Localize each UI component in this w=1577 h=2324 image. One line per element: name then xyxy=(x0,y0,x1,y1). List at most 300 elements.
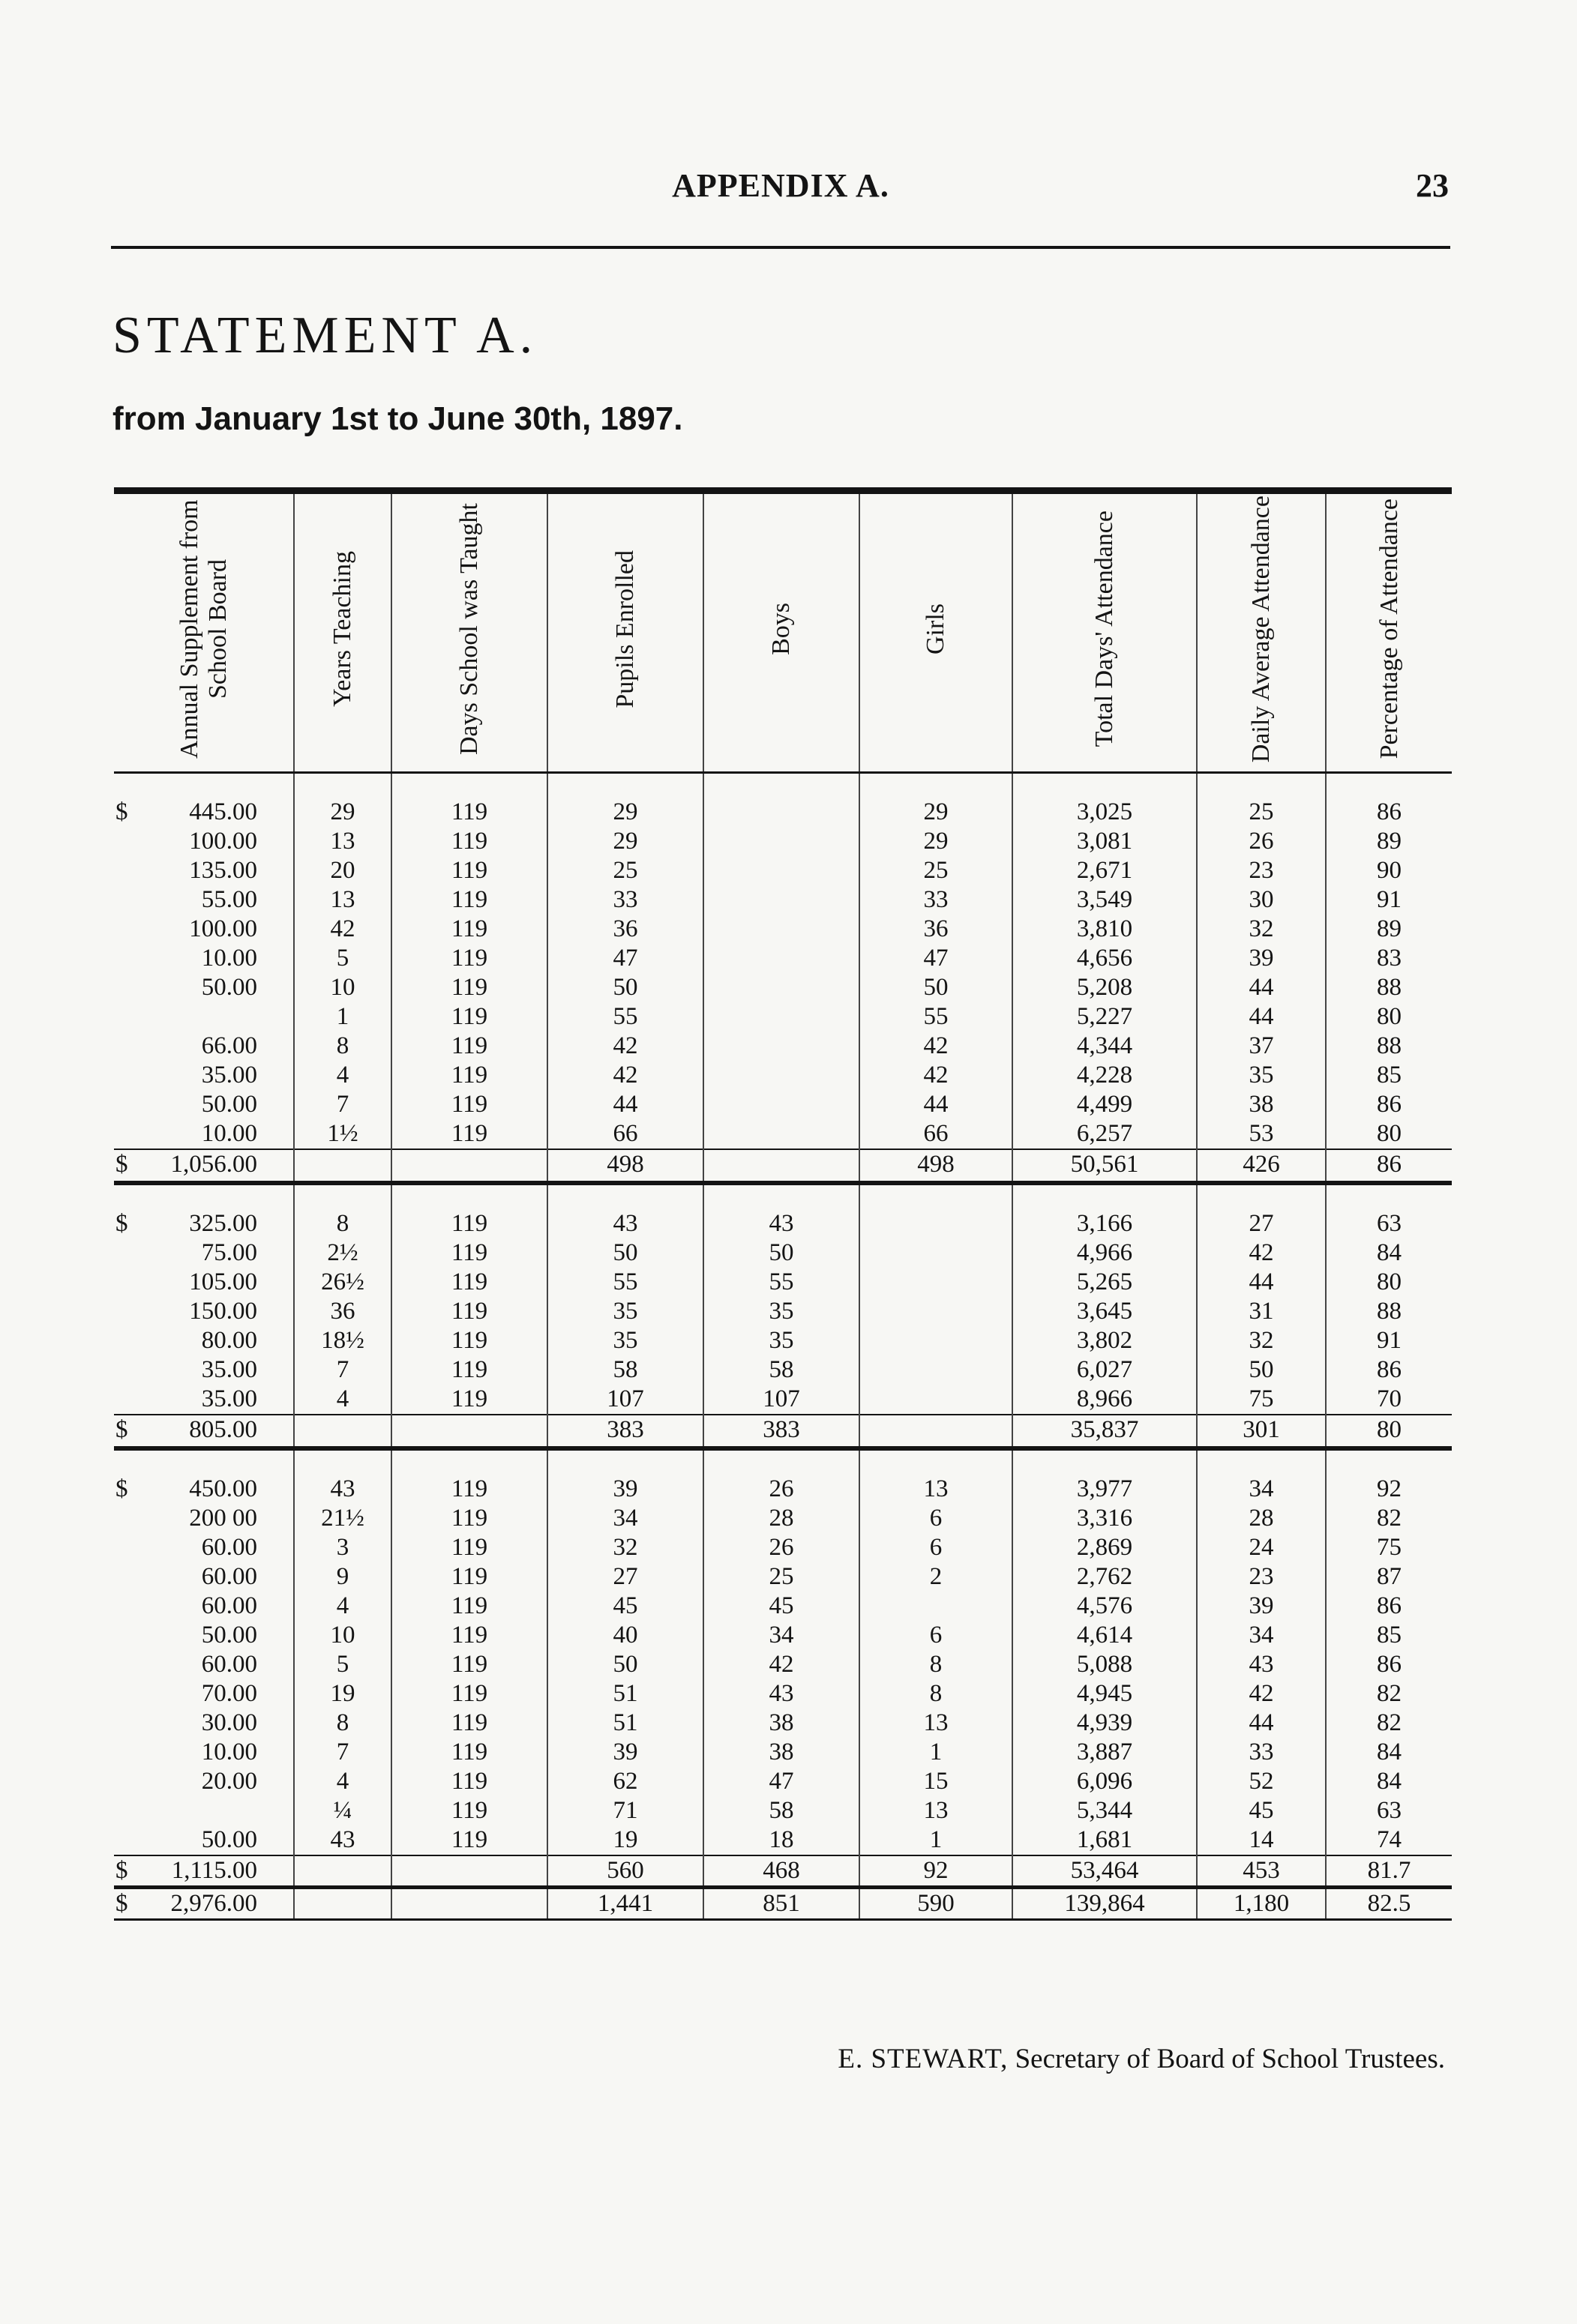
cell-years: 1½ xyxy=(294,1119,391,1149)
cell-days: 119 xyxy=(391,915,547,944)
dollar-sign: $ xyxy=(115,1151,128,1178)
cell-total-attendance: 6,096 xyxy=(1012,1767,1197,1796)
cell-years: 13 xyxy=(294,885,391,915)
cell-pupils: 39 xyxy=(547,1738,703,1767)
table-row xyxy=(114,1090,1452,1119)
cell-total-attendance: 4,499 xyxy=(1012,1090,1197,1119)
cell-percentage: 80 xyxy=(1326,1268,1452,1297)
cell-daily-average: 39 xyxy=(1197,1592,1326,1621)
cell-percentage: 89 xyxy=(1326,827,1452,856)
header-rule xyxy=(111,246,1450,249)
cell-percentage: 86 xyxy=(1326,773,1452,828)
cell-supplement xyxy=(114,885,294,915)
cell-percentage: 84 xyxy=(1326,1767,1452,1796)
cell-girls: 13 xyxy=(859,1709,1012,1738)
cell-percentage: 80 xyxy=(1326,1415,1452,1448)
cell-supplement xyxy=(114,827,294,856)
cell-girls xyxy=(859,1326,1012,1355)
cell-girls: 13 xyxy=(859,1796,1012,1825)
col-header-percentage: Percentage of Attendance xyxy=(1326,493,1452,773)
cell-percentage: 85 xyxy=(1326,1061,1452,1090)
cell-days: 119 xyxy=(391,944,547,973)
cell-daily-average: 34 xyxy=(1197,1621,1326,1650)
cell-percentage: 86 xyxy=(1326,1149,1452,1183)
cell-boys: 42 xyxy=(703,1650,859,1679)
cell-daily-average: 50 xyxy=(1197,1355,1326,1385)
cell-supplement xyxy=(114,1855,294,1888)
cell-years: 1 xyxy=(294,1002,391,1032)
cell-percentage: 88 xyxy=(1326,1297,1452,1326)
dollar-sign: $ xyxy=(115,1857,128,1884)
cell-days: 119 xyxy=(391,1767,547,1796)
cell-supplement xyxy=(114,1796,294,1825)
cell-pupils: 35 xyxy=(547,1326,703,1355)
table-row xyxy=(114,1796,1452,1825)
table-row xyxy=(114,1238,1452,1268)
cell-total-attendance: 5,344 xyxy=(1012,1796,1197,1825)
cell-days: 119 xyxy=(391,885,547,915)
cell-total-attendance: 6,027 xyxy=(1012,1355,1197,1385)
cell-total-attendance: 3,887 xyxy=(1012,1738,1197,1767)
cell-boys: 468 xyxy=(703,1855,859,1888)
cell-pupils: 51 xyxy=(547,1709,703,1738)
cell-total-attendance: 1,681 xyxy=(1012,1825,1197,1855)
cell-total-attendance: 8,966 xyxy=(1012,1385,1197,1415)
cell-girls xyxy=(859,1183,1012,1238)
cell-days: 119 xyxy=(391,1119,547,1149)
cell-daily-average: 25 xyxy=(1197,773,1326,828)
page-number: 23 xyxy=(1416,167,1449,204)
cell-girls: 8 xyxy=(859,1650,1012,1679)
table-row xyxy=(114,1504,1452,1533)
col-header-years: Years Teaching xyxy=(294,493,391,773)
cell-girls xyxy=(859,1297,1012,1326)
cell-total-attendance: 3,645 xyxy=(1012,1297,1197,1326)
cell-percentage: 86 xyxy=(1326,1090,1452,1119)
cell-total-attendance: 3,977 xyxy=(1012,1448,1197,1504)
cell-supplement xyxy=(114,915,294,944)
cell-years: 42 xyxy=(294,915,391,944)
cell-supplement xyxy=(114,1650,294,1679)
cell-girls: 13 xyxy=(859,1448,1012,1504)
cell-years: 29 xyxy=(294,773,391,828)
cell-percentage: 91 xyxy=(1326,1326,1452,1355)
cell-daily-average: 34 xyxy=(1197,1448,1326,1504)
cell-percentage: 83 xyxy=(1326,944,1452,973)
cell-days: 119 xyxy=(391,1448,547,1504)
cell-years: 4 xyxy=(294,1767,391,1796)
cell-total-attendance: 3,549 xyxy=(1012,885,1197,915)
cell-daily-average: 27 xyxy=(1197,1183,1326,1238)
supplement-amount: 10.00 xyxy=(201,1120,257,1147)
supplement-amount: 805.00 xyxy=(189,1416,257,1443)
grand-total-row xyxy=(114,1888,1452,1920)
cell-boys: 383 xyxy=(703,1415,859,1448)
cell-days: 119 xyxy=(391,1268,547,1297)
cell-years: 36 xyxy=(294,1297,391,1326)
cell-daily-average: 24 xyxy=(1197,1533,1326,1562)
column-header-row xyxy=(114,493,1452,773)
cell-supplement xyxy=(114,1061,294,1090)
cell-daily-average: 42 xyxy=(1197,1679,1326,1709)
cell-percentage: 82 xyxy=(1326,1504,1452,1533)
cell-pupils: 107 xyxy=(547,1385,703,1415)
cell-supplement xyxy=(114,1238,294,1268)
cell-percentage: 86 xyxy=(1326,1355,1452,1385)
table-row xyxy=(114,1562,1452,1592)
cell-pupils: 55 xyxy=(547,1002,703,1032)
cell-girls: 6 xyxy=(859,1504,1012,1533)
cell-boys: 38 xyxy=(703,1738,859,1767)
cell-years: 26½ xyxy=(294,1268,391,1297)
cell-pupils: 27 xyxy=(547,1562,703,1592)
cell-years: 20 xyxy=(294,856,391,885)
cell-percentage: 82 xyxy=(1326,1709,1452,1738)
cell-pupils: 42 xyxy=(547,1032,703,1061)
cell-percentage: 89 xyxy=(1326,915,1452,944)
cell-pupils: 43 xyxy=(547,1183,703,1238)
cell-days: 119 xyxy=(391,1504,547,1533)
table-row xyxy=(114,915,1452,944)
cell-supplement xyxy=(114,1002,294,1032)
cell-girls: 33 xyxy=(859,885,1012,915)
cell-total-attendance: 4,614 xyxy=(1012,1621,1197,1650)
cell-girls: 50 xyxy=(859,973,1012,1002)
cell-boys xyxy=(703,915,859,944)
cell-pupils: 35 xyxy=(547,1297,703,1326)
cell-pupils: 39 xyxy=(547,1448,703,1504)
cell-pupils: 32 xyxy=(547,1533,703,1562)
table-row xyxy=(114,885,1452,915)
cell-days: 119 xyxy=(391,773,547,828)
cell-daily-average: 426 xyxy=(1197,1149,1326,1183)
cell-percentage: 63 xyxy=(1326,1183,1452,1238)
cell-total-attendance: 3,802 xyxy=(1012,1326,1197,1355)
cell-daily-average: 75 xyxy=(1197,1385,1326,1415)
cell-girls: 1 xyxy=(859,1738,1012,1767)
cell-daily-average: 44 xyxy=(1197,1268,1326,1297)
cell-years: 3 xyxy=(294,1533,391,1562)
cell-percentage: 84 xyxy=(1326,1738,1452,1767)
cell-daily-average: 43 xyxy=(1197,1650,1326,1679)
cell-girls xyxy=(859,1355,1012,1385)
cell-boys: 34 xyxy=(703,1621,859,1650)
cell-boys xyxy=(703,944,859,973)
cell-days: 119 xyxy=(391,1562,547,1592)
cell-boys: 35 xyxy=(703,1326,859,1355)
cell-pupils: 55 xyxy=(547,1268,703,1297)
cell-days: 119 xyxy=(391,1533,547,1562)
supplement-amount: 35.00 xyxy=(201,1385,257,1412)
cell-boys: 55 xyxy=(703,1268,859,1297)
cell-days: 119 xyxy=(391,1061,547,1090)
cell-supplement xyxy=(114,1738,294,1767)
dollar-sign: $ xyxy=(115,1475,128,1502)
cell-years xyxy=(294,1415,391,1448)
cell-percentage: 91 xyxy=(1326,885,1452,915)
cell-girls: 42 xyxy=(859,1032,1012,1061)
table-row xyxy=(114,1679,1452,1709)
cell-supplement xyxy=(114,1448,294,1504)
cell-days: 119 xyxy=(391,827,547,856)
cell-girls: 498 xyxy=(859,1149,1012,1183)
cell-supplement xyxy=(114,973,294,1002)
col-header-pupils: Pupils Enrolled xyxy=(547,493,703,773)
cell-supplement xyxy=(114,1090,294,1119)
cell-boys: 26 xyxy=(703,1448,859,1504)
cell-years: 43 xyxy=(294,1825,391,1855)
cell-total-attendance: 2,762 xyxy=(1012,1562,1197,1592)
table-row xyxy=(114,1825,1452,1855)
cell-pupils: 50 xyxy=(547,1650,703,1679)
cell-percentage: 74 xyxy=(1326,1825,1452,1855)
cell-days: 119 xyxy=(391,1621,547,1650)
cell-pupils: 25 xyxy=(547,856,703,885)
cell-boys xyxy=(703,1002,859,1032)
cell-years: 10 xyxy=(294,1621,391,1650)
cell-girls: 42 xyxy=(859,1061,1012,1090)
attendance-table xyxy=(114,487,1452,1921)
cell-daily-average: 301 xyxy=(1197,1415,1326,1448)
cell-boys: 47 xyxy=(703,1767,859,1796)
cell-days: 119 xyxy=(391,1385,547,1415)
cell-supplement xyxy=(114,1767,294,1796)
subtotal-row xyxy=(114,1415,1452,1448)
cell-total-attendance: 2,671 xyxy=(1012,856,1197,885)
statement-title: STATEMENT A. xyxy=(112,307,538,364)
supplement-amount: 200 00 xyxy=(189,1505,257,1532)
cell-total-attendance: 2,869 xyxy=(1012,1533,1197,1562)
cell-days: 119 xyxy=(391,1738,547,1767)
cell-pupils: 29 xyxy=(547,827,703,856)
cell-supplement xyxy=(114,1504,294,1533)
cell-daily-average: 32 xyxy=(1197,1326,1326,1355)
cell-daily-average: 31 xyxy=(1197,1297,1326,1326)
cell-percentage: 90 xyxy=(1326,856,1452,885)
cell-girls: 29 xyxy=(859,773,1012,828)
cell-supplement xyxy=(114,1355,294,1385)
table-row xyxy=(114,1621,1452,1650)
cell-days: 119 xyxy=(391,973,547,1002)
cell-total-attendance: 5,208 xyxy=(1012,973,1197,1002)
cell-percentage: 82 xyxy=(1326,1679,1452,1709)
cell-percentage: 85 xyxy=(1326,1621,1452,1650)
cell-percentage: 80 xyxy=(1326,1119,1452,1149)
cell-girls: 29 xyxy=(859,827,1012,856)
cell-boys xyxy=(703,856,859,885)
cell-days: 119 xyxy=(391,1032,547,1061)
supplement-amount: 60.00 xyxy=(201,1592,257,1619)
cell-years: 4 xyxy=(294,1385,391,1415)
supplement-amount: 50.00 xyxy=(201,1622,257,1649)
cell-supplement xyxy=(114,856,294,885)
cell-days: 119 xyxy=(391,1326,547,1355)
cell-days: 119 xyxy=(391,1825,547,1855)
cell-supplement xyxy=(114,1888,294,1920)
cell-total-attendance: 4,939 xyxy=(1012,1709,1197,1738)
cell-percentage: 63 xyxy=(1326,1796,1452,1825)
table-row xyxy=(114,1002,1452,1032)
subtotal-row xyxy=(114,1855,1452,1888)
cell-boys: 28 xyxy=(703,1504,859,1533)
table-row xyxy=(114,1032,1452,1061)
cell-percentage: 92 xyxy=(1326,1448,1452,1504)
col-header-total-attendance: Total Days' Attendance xyxy=(1012,493,1197,773)
cell-days: 119 xyxy=(391,1183,547,1238)
cell-girls: 55 xyxy=(859,1002,1012,1032)
cell-supplement xyxy=(114,1326,294,1355)
subtotal-row xyxy=(114,1149,1452,1183)
cell-girls: 6 xyxy=(859,1533,1012,1562)
cell-supplement xyxy=(114,1149,294,1183)
cell-pupils: 51 xyxy=(547,1679,703,1709)
cell-pupils: 58 xyxy=(547,1355,703,1385)
cell-daily-average: 42 xyxy=(1197,1238,1326,1268)
table-row xyxy=(114,1709,1452,1738)
cell-total-attendance: 4,945 xyxy=(1012,1679,1197,1709)
col-header-boys: Boys xyxy=(703,493,859,773)
cell-boys xyxy=(703,973,859,1002)
cell-percentage: 75 xyxy=(1326,1533,1452,1562)
cell-pupils: 560 xyxy=(547,1855,703,1888)
cell-years: 21½ xyxy=(294,1504,391,1533)
cell-years: 7 xyxy=(294,1355,391,1385)
statement-period: from January 1st to June 30th, 1897. xyxy=(112,400,683,437)
cell-days: 119 xyxy=(391,1592,547,1621)
dollar-sign: $ xyxy=(115,798,128,825)
cell-girls xyxy=(859,1385,1012,1415)
cell-pupils: 34 xyxy=(547,1504,703,1533)
cell-percentage: 88 xyxy=(1326,1032,1452,1061)
cell-supplement xyxy=(114,1709,294,1738)
cell-pupils: 29 xyxy=(547,773,703,828)
cell-pupils: 47 xyxy=(547,944,703,973)
cell-girls: 8 xyxy=(859,1679,1012,1709)
supplement-amount: 60.00 xyxy=(201,1534,257,1561)
cell-daily-average: 30 xyxy=(1197,885,1326,915)
cell-boys: 35 xyxy=(703,1297,859,1326)
cell-supplement xyxy=(114,1621,294,1650)
table-row xyxy=(114,856,1452,885)
cell-boys: 58 xyxy=(703,1355,859,1385)
supplement-amount: 55.00 xyxy=(201,886,257,913)
cell-days: 119 xyxy=(391,856,547,885)
cell-total-attendance: 3,081 xyxy=(1012,827,1197,856)
cell-total-attendance: 5,227 xyxy=(1012,1002,1197,1032)
cell-days xyxy=(391,1888,547,1920)
table-row xyxy=(114,1355,1452,1385)
cell-girls: 6 xyxy=(859,1621,1012,1650)
cell-boys xyxy=(703,1119,859,1149)
cell-daily-average: 14 xyxy=(1197,1825,1326,1855)
cell-daily-average: 1,180 xyxy=(1197,1888,1326,1920)
cell-supplement xyxy=(114,1415,294,1448)
dollar-sign: $ xyxy=(115,1890,128,1917)
cell-pupils: 50 xyxy=(547,973,703,1002)
running-header xyxy=(112,166,1449,219)
cell-years: 19 xyxy=(294,1679,391,1709)
cell-years: 8 xyxy=(294,1709,391,1738)
cell-pupils: 19 xyxy=(547,1825,703,1855)
cell-total-attendance: 3,316 xyxy=(1012,1504,1197,1533)
supplement-amount: 1,056.00 xyxy=(170,1151,257,1178)
signatory-role: Secretary of Board of School Trustees. xyxy=(1015,2044,1445,2074)
cell-boys xyxy=(703,773,859,828)
cell-total-attendance: 4,966 xyxy=(1012,1238,1197,1268)
cell-daily-average: 23 xyxy=(1197,1562,1326,1592)
cell-total-attendance: 139,864 xyxy=(1012,1888,1197,1920)
cell-boys: 851 xyxy=(703,1888,859,1920)
table-row xyxy=(114,1767,1452,1796)
supplement-amount: 10.00 xyxy=(201,1739,257,1765)
supplement-amount: 50.00 xyxy=(201,1826,257,1853)
table-row xyxy=(114,1738,1452,1767)
cell-daily-average: 32 xyxy=(1197,915,1326,944)
cell-pupils: 44 xyxy=(547,1090,703,1119)
cell-years: 2½ xyxy=(294,1238,391,1268)
cell-total-attendance: 53,464 xyxy=(1012,1855,1197,1888)
cell-boys xyxy=(703,1090,859,1119)
cell-total-attendance: 3,810 xyxy=(1012,915,1197,944)
cell-supplement xyxy=(114,1032,294,1061)
cell-girls xyxy=(859,1268,1012,1297)
cell-girls: 15 xyxy=(859,1767,1012,1796)
supplement-amount: 60.00 xyxy=(201,1563,257,1590)
cell-pupils: 45 xyxy=(547,1592,703,1621)
cell-boys: 45 xyxy=(703,1592,859,1621)
cell-years: ¼ xyxy=(294,1796,391,1825)
cell-percentage: 87 xyxy=(1326,1562,1452,1592)
table-row xyxy=(114,944,1452,973)
cell-years: 13 xyxy=(294,827,391,856)
table-row xyxy=(114,1326,1452,1355)
cell-girls: 590 xyxy=(859,1888,1012,1920)
supplement-amount: 35.00 xyxy=(201,1062,257,1089)
cell-boys: 18 xyxy=(703,1825,859,1855)
cell-days: 119 xyxy=(391,1238,547,1268)
cell-girls: 47 xyxy=(859,944,1012,973)
supplement-amount: 60.00 xyxy=(201,1651,257,1678)
col-header-daily-average: Daily Average Attendance xyxy=(1197,493,1326,773)
dollar-sign: $ xyxy=(115,1416,128,1443)
supplement-amount: 150.00 xyxy=(189,1298,257,1325)
supplement-amount: 70.00 xyxy=(201,1680,257,1707)
table-row xyxy=(114,973,1452,1002)
supplement-amount: 10.00 xyxy=(201,945,257,972)
cell-percentage: 80 xyxy=(1326,1002,1452,1032)
cell-girls: 1 xyxy=(859,1825,1012,1855)
cell-supplement xyxy=(114,1592,294,1621)
cell-supplement xyxy=(114,1679,294,1709)
cell-total-attendance: 5,088 xyxy=(1012,1650,1197,1679)
supplement-amount: 30.00 xyxy=(201,1709,257,1736)
cell-years: 5 xyxy=(294,1650,391,1679)
table-row xyxy=(114,827,1452,856)
supplement-amount: 75.00 xyxy=(201,1239,257,1266)
cell-boys xyxy=(703,1061,859,1090)
cell-total-attendance: 4,344 xyxy=(1012,1032,1197,1061)
cell-daily-average: 23 xyxy=(1197,856,1326,885)
cell-pupils: 498 xyxy=(547,1149,703,1183)
cell-girls: 36 xyxy=(859,915,1012,944)
supplement-amount: 2,976.00 xyxy=(170,1890,257,1917)
supplement-amount: 50.00 xyxy=(201,1091,257,1118)
cell-supplement xyxy=(114,1533,294,1562)
cell-supplement xyxy=(114,1119,294,1149)
cell-daily-average: 52 xyxy=(1197,1767,1326,1796)
cell-days xyxy=(391,1149,547,1183)
table-row xyxy=(114,1297,1452,1326)
